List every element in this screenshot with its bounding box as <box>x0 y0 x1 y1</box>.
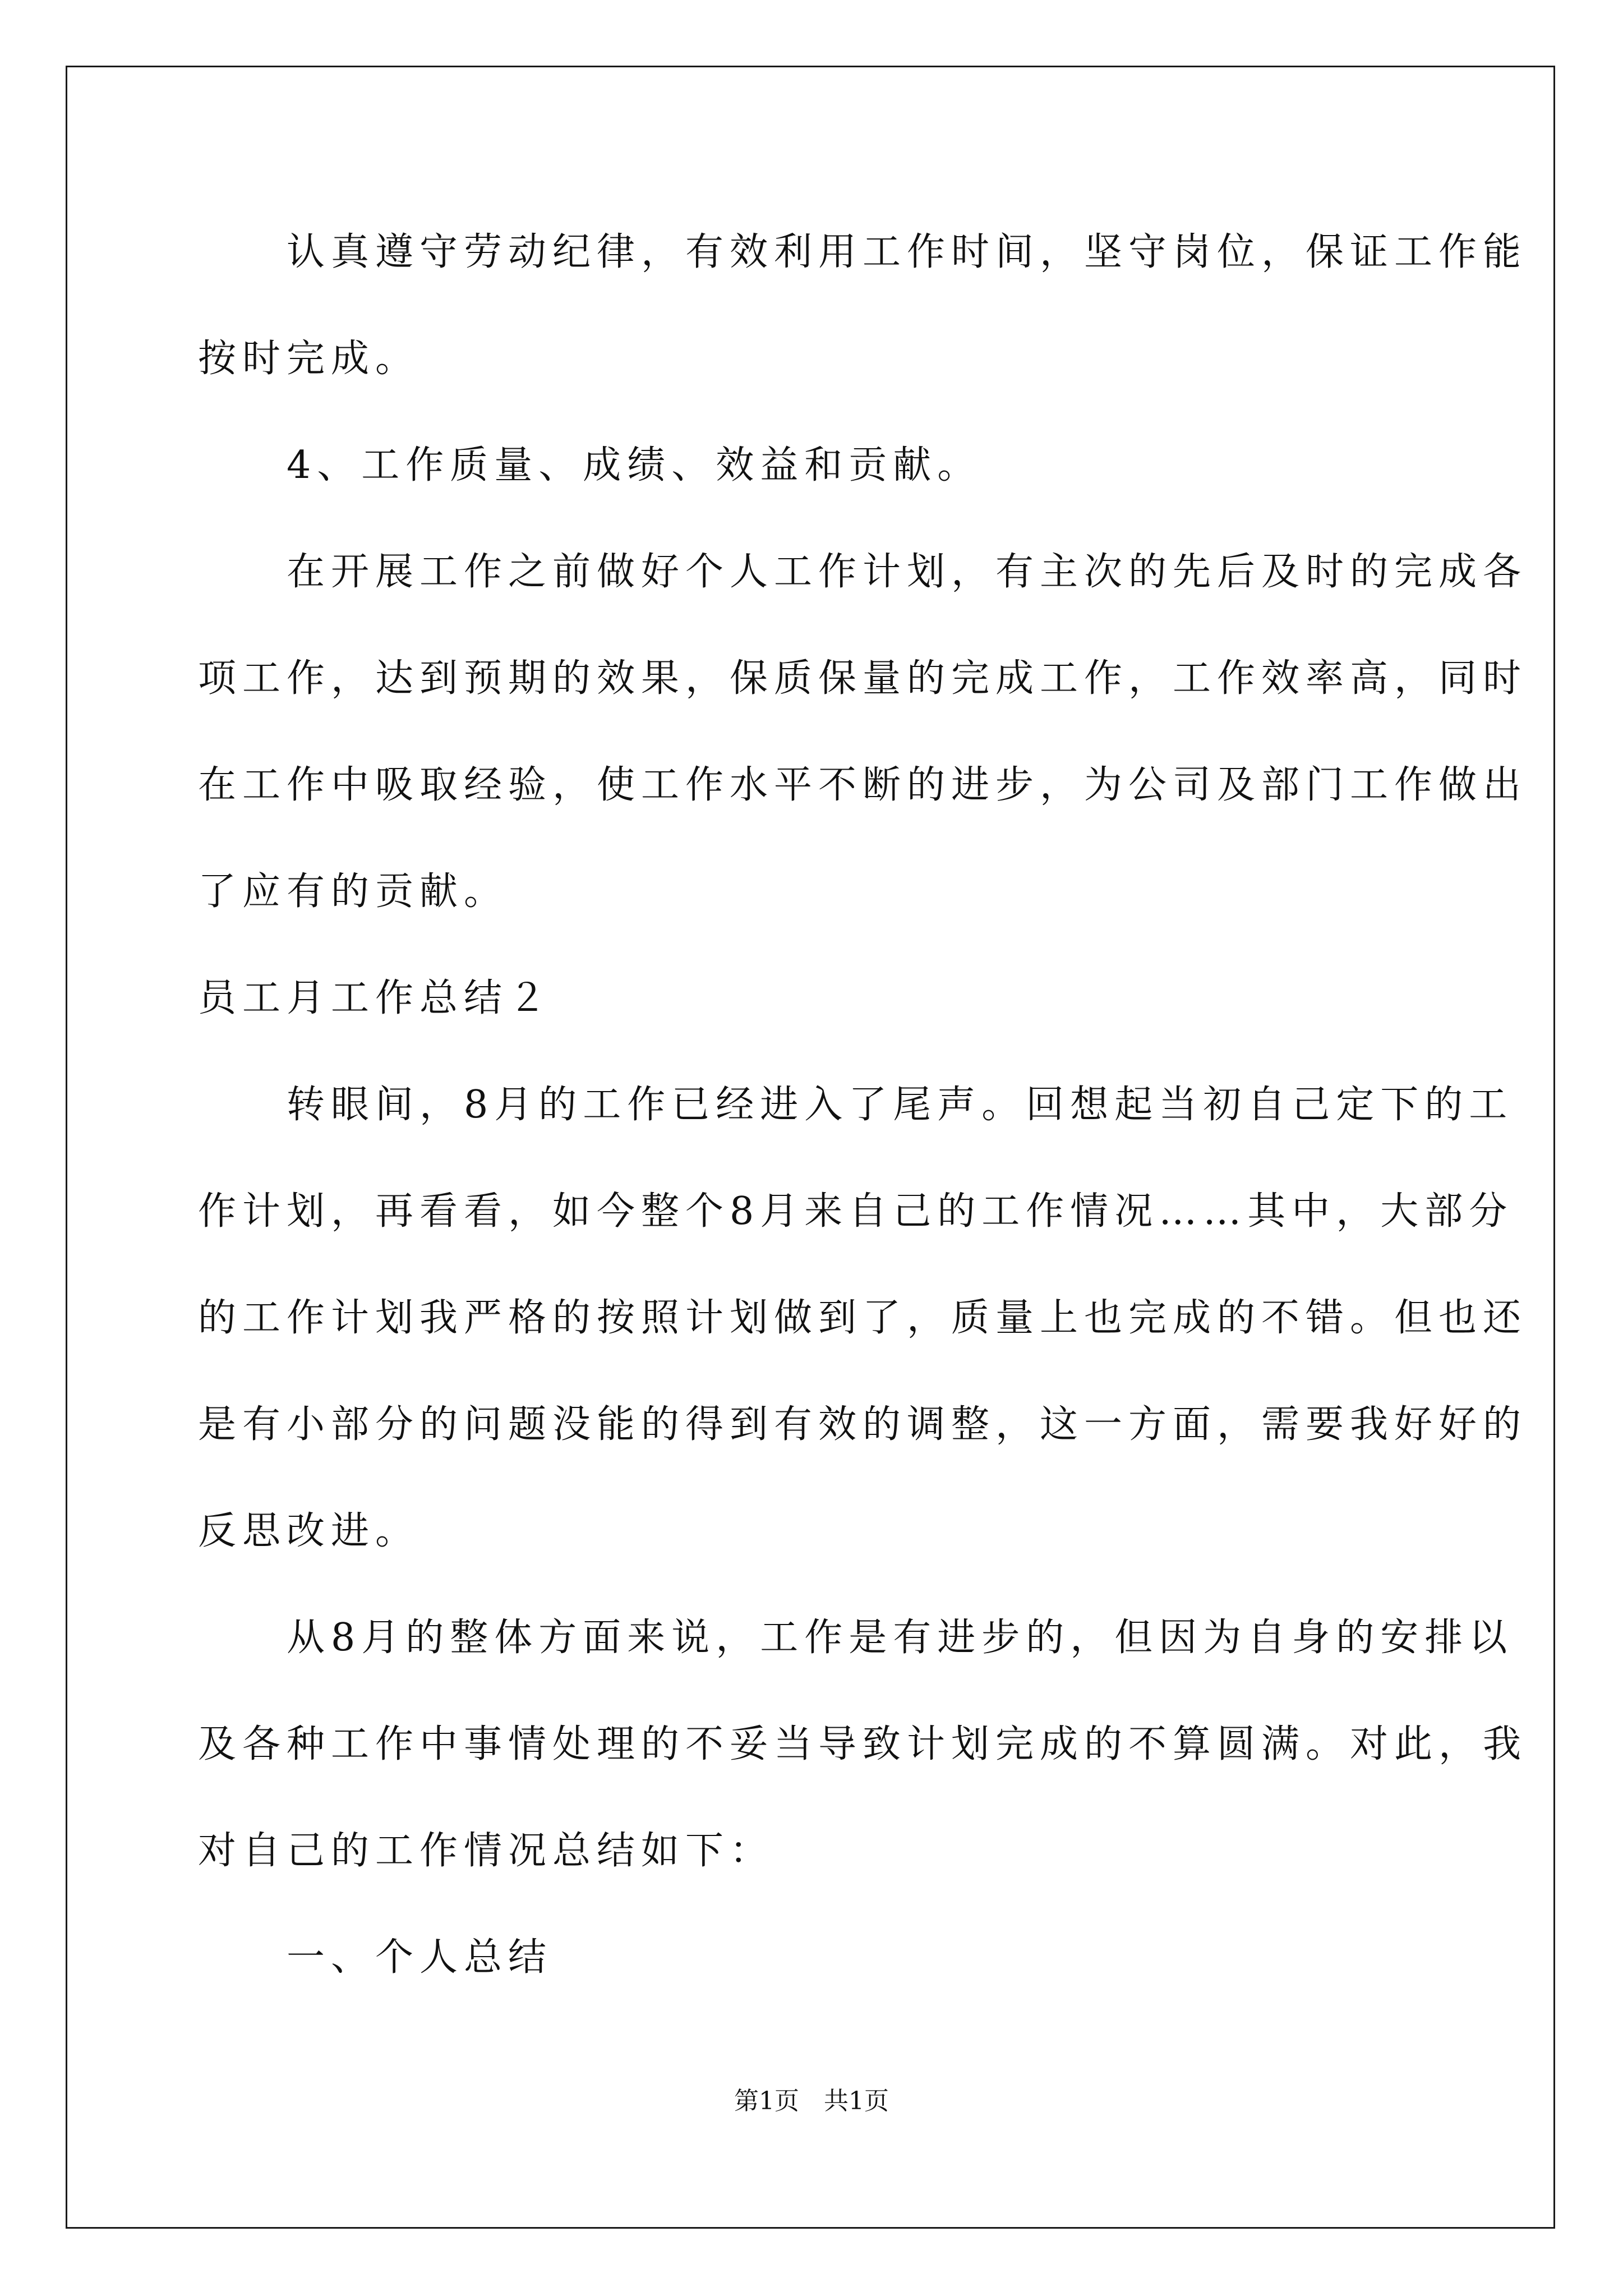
body-line: 在开展工作之前做好个人工作计划，有主次的先后及时的完成各 <box>198 550 1528 594</box>
body-line: 反思改进。 <box>198 1509 420 1553</box>
body-line: 在工作中吸取经验，使工作水平不断的进步，为公司及部门工作做出 <box>198 763 1528 807</box>
body-line: 项工作，达到预期的效果，保质保量的完成工作，工作效率高，同时 <box>198 656 1528 701</box>
body-line: 转眼间，8月的工作已经进入了尾声。回想起当初自己定下的工 <box>198 1083 1514 1127</box>
body-line: 的工作计划我严格的按照计划做到了，质量上也完成的不错。但也还 <box>198 1296 1528 1340</box>
body-line: 了应有的贡献。 <box>198 869 509 914</box>
page-number: 第1页 共1页 <box>734 2087 889 2115</box>
body-line: 是有小部分的问题没能的得到有效的调整，这一方面，需要我好好的 <box>198 1402 1528 1447</box>
subsection-heading: 一、个人总结 <box>198 1935 553 1980</box>
body-line: 从8月的整体方面来说，工作是有进步的，但因为自身的安排以 <box>198 1616 1514 1660</box>
body-line: 对自己的工作情况总结如下： <box>198 1829 774 1873</box>
body-line: 4、工作质量、成绩、效益和贡献。 <box>198 443 982 487</box>
body-line: 按时完成。 <box>198 337 420 381</box>
body-line: 作计划，再看看，如今整个8月来自己的工作情况……其中，大部分 <box>198 1189 1514 1234</box>
body-line: 及各种工作中事情处理的不妥当导致计划完成的不算圆满。对此，我 <box>198 1722 1528 1766</box>
section-heading: 员工月工作总结２ <box>198 976 553 1020</box>
body-line: 认真遵守劳动纪律，有效利用工作时间，坚守岗位，保证工作能 <box>198 230 1528 274</box>
